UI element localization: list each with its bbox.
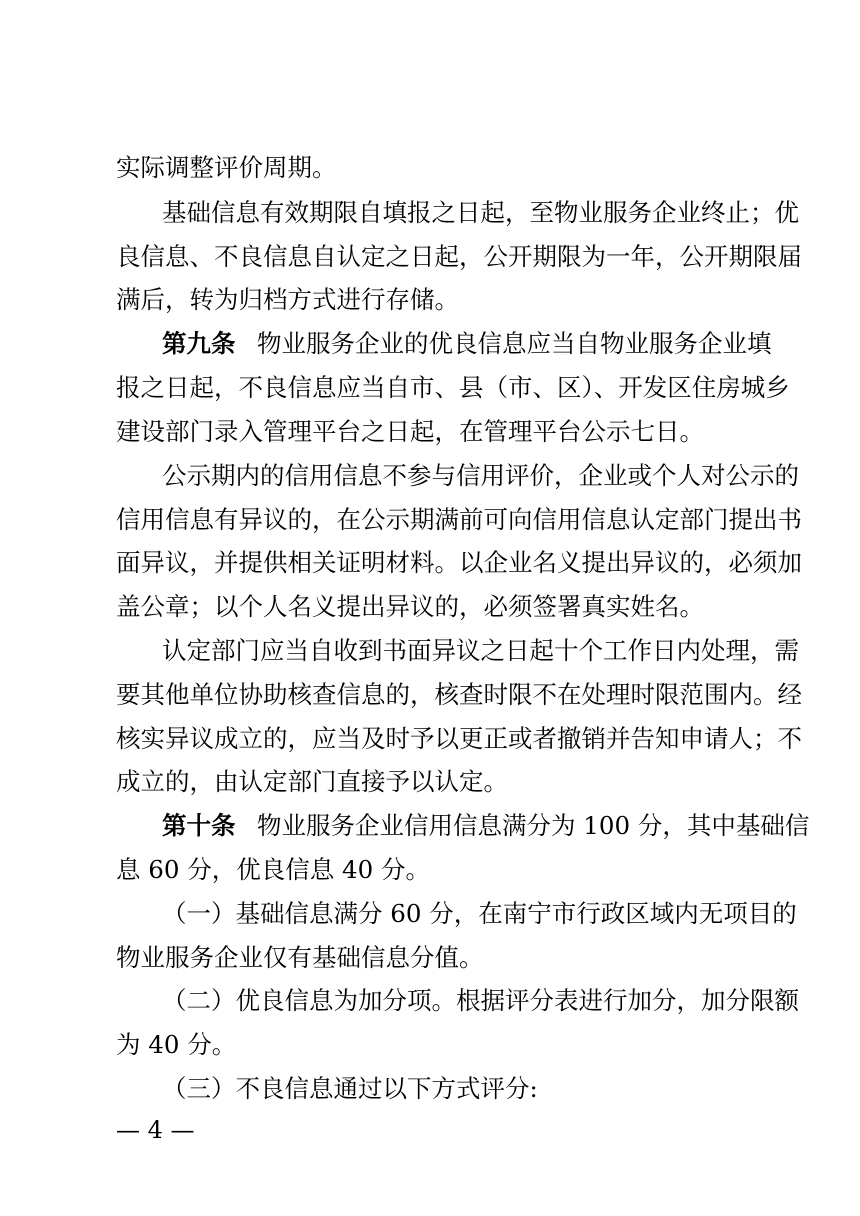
text-line <box>0 760 860 804</box>
article-heading: 第九条 <box>162 329 236 358</box>
page-number: — 4 — <box>116 1116 195 1144</box>
text-line <box>0 585 860 629</box>
text-line <box>0 1067 860 1111</box>
line-text: 报之日起，不良信息应当自市、县（市、区）、开发区住房城乡 <box>116 373 790 402</box>
text-line <box>0 278 860 322</box>
line-text: 物业服务企业信用信息满分为 100 分，其中基础信 <box>257 811 810 840</box>
text-line <box>0 717 860 761</box>
text-line <box>0 410 860 454</box>
text-line <box>0 673 860 717</box>
text-line <box>0 848 860 892</box>
line-text: 成立的，由认定部门直接予以认定。 <box>116 767 508 796</box>
article-heading: 第十条 <box>162 811 236 840</box>
text-line <box>0 146 860 190</box>
line-text: （三）不良信息通过以下方式评分: <box>162 1074 538 1103</box>
line-text: （二）优良信息为加分项。根据评分表进行加分，加分限额 <box>162 986 799 1015</box>
text-line <box>0 366 860 410</box>
article-line <box>0 804 860 848</box>
line-text: 基础信息有效期限自填报之日起，至物业服务企业终止；优 <box>162 198 799 227</box>
text-line <box>0 979 860 1023</box>
line-text: 信用信息有异议的，在公示期满前可向信用信息认定部门提出书 <box>116 505 802 534</box>
line-text: 盖公章；以个人名义提出异议的，必须签署真实姓名。 <box>116 592 704 621</box>
text-line <box>0 892 860 936</box>
line-text: 核实异议成立的，应当及时予以更正或者撤销并告知申请人；不 <box>116 724 802 753</box>
text-line <box>0 936 860 980</box>
text-line <box>0 1023 860 1067</box>
text-line <box>0 235 860 279</box>
line-text: （一）基础信息满分 60 分，在南宁市行政区域内无项目的 <box>162 899 797 928</box>
line-text: 建设部门录入管理平台之日起，在管理平台公示七日。 <box>116 417 704 446</box>
text-line <box>0 498 860 542</box>
line-text: 息 60 分，优良信息 40 分。 <box>116 855 431 884</box>
line-text: 实际调整评价周期。 <box>116 153 337 182</box>
line-text: 物业服务企业仅有基础信息分值。 <box>116 943 484 972</box>
line-text: 公示期内的信用信息不参与信用评价，企业或个人对公示的 <box>162 461 799 490</box>
line-text: 认定部门应当自收到书面异议之日起十个工作日内处理，需 <box>162 636 799 665</box>
line-text: 为 40 分。 <box>116 1030 237 1059</box>
line-text: 满后，转为归档方式进行存储。 <box>116 285 459 314</box>
line-text: 良信息、不良信息自认定之日起，公开期限为一年，公开期限届 <box>116 242 802 271</box>
article-line <box>0 322 860 366</box>
line-text: 要其他单位协助核查信息的，核查时限不在处理时限范围内。经 <box>116 680 802 709</box>
line-text: 面异议，并提供相关证明材料。以企业名义提出异议的，必须加 <box>116 548 802 577</box>
line-text: 物业服务企业的优良信息应当自物业服务企业填 <box>257 329 772 358</box>
text-line <box>0 454 860 498</box>
text-line <box>0 191 860 235</box>
text-line <box>0 541 860 585</box>
text-line <box>0 629 860 673</box>
